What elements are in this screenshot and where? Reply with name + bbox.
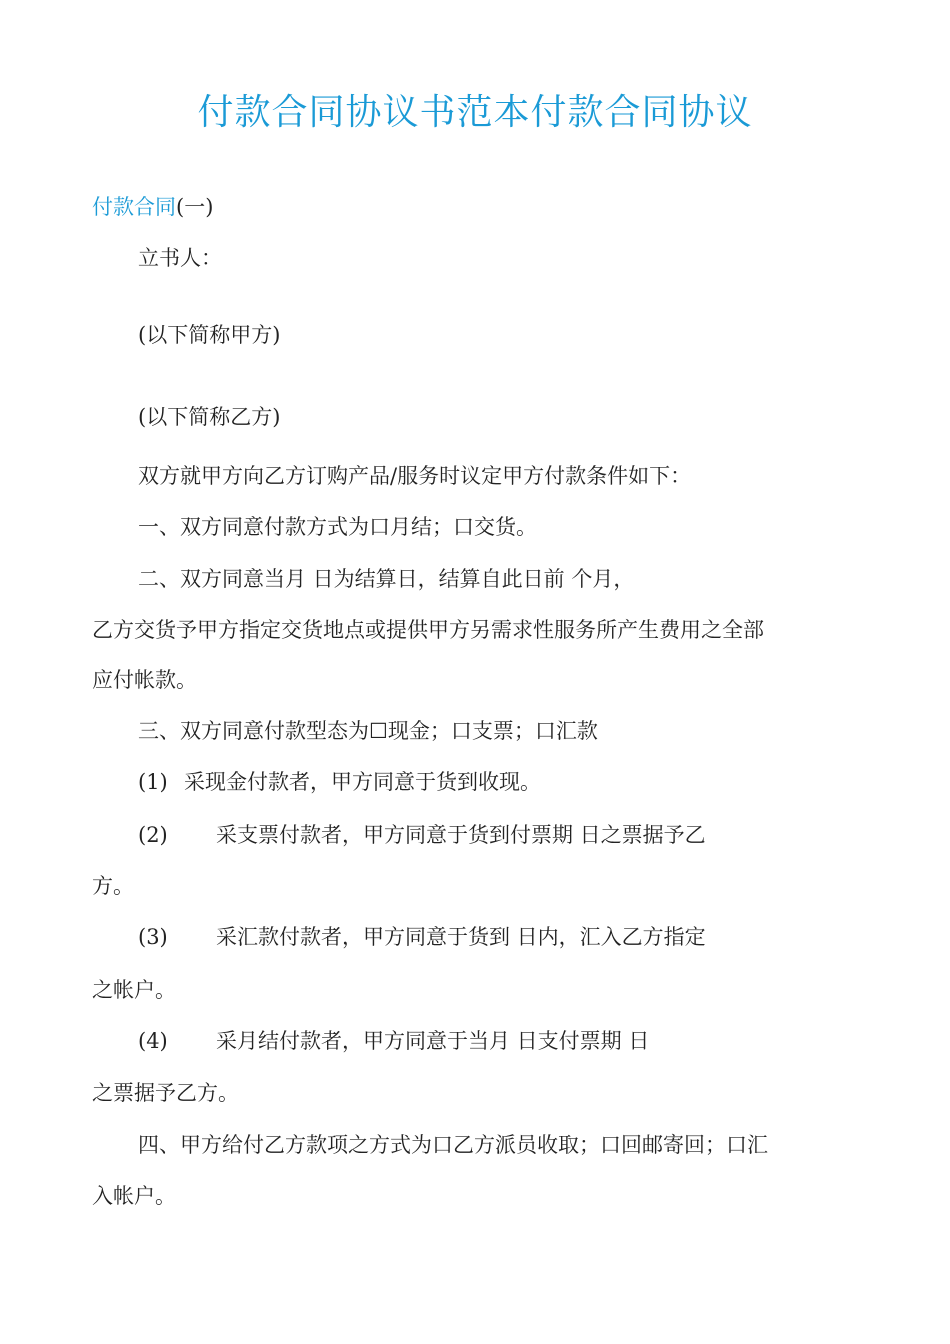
clause-3-item-3 (138, 922, 908, 952)
clause-3: 三、双方同意付款型态为☐现金；口支票；口汇款 (138, 719, 598, 743)
section-heading-suffix: (一) (176, 195, 214, 219)
item-number: (1) (138, 770, 168, 794)
item-number: (4) (138, 1029, 168, 1053)
paragraph-party-a: (以下简称甲方) (138, 323, 281, 347)
section-heading-label: 付款合同 (92, 195, 176, 219)
clause-3-item-3-cont: 之帐户。 (92, 978, 176, 1002)
clause-3-item-2 (138, 820, 908, 850)
clause-4-line-1: 四、甲方给付乙方款项之方式为口乙方派员收取；口回邮寄回；口汇 (138, 1133, 768, 1157)
item-text: 采现金付款者，甲方同意于货到收现。 (184, 770, 541, 794)
document-title: 付款合同协议书范本付款合同协议 (197, 92, 753, 133)
item-text: 采支票付款者，甲方同意于货到付票期 日之票据予乙 (216, 823, 706, 847)
item-number: (2) (138, 823, 168, 847)
section-heading (92, 192, 862, 222)
clause-3-item-4-cont: 之票据予乙方。 (92, 1081, 239, 1105)
paragraph-party-b: (以下简称乙方) (138, 405, 281, 429)
clause-2-line-1: 二、双方同意当月 日为结算日，结算自此日前 个月， (138, 567, 635, 591)
clause-4-line-2: 入帐户。 (92, 1184, 176, 1208)
clause-3-item-4 (138, 1026, 908, 1056)
item-text: 采汇款付款者，甲方同意于货到 日内，汇入乙方指定 (216, 925, 706, 949)
paragraph-signatory: 立书人： (138, 246, 222, 270)
paragraph-intro: 双方就甲方向乙方订购产品/服务时议定甲方付款条件如下： (138, 464, 692, 488)
clause-3-item-2-cont: 方。 (92, 874, 134, 898)
clause-2-line-2: 乙方交货予甲方指定交货地点或提供甲方另需求性服务所产生费用之全部 (92, 618, 764, 642)
clause-3-item-1 (138, 767, 908, 797)
clause-1: 一、双方同意付款方式为口月结；口交货。 (138, 515, 537, 539)
item-number: (3) (138, 925, 168, 949)
clause-2-line-3: 应付帐款。 (92, 668, 197, 692)
item-text: 采月结付款者，甲方同意于当月 日支付票期 日 (216, 1029, 650, 1053)
